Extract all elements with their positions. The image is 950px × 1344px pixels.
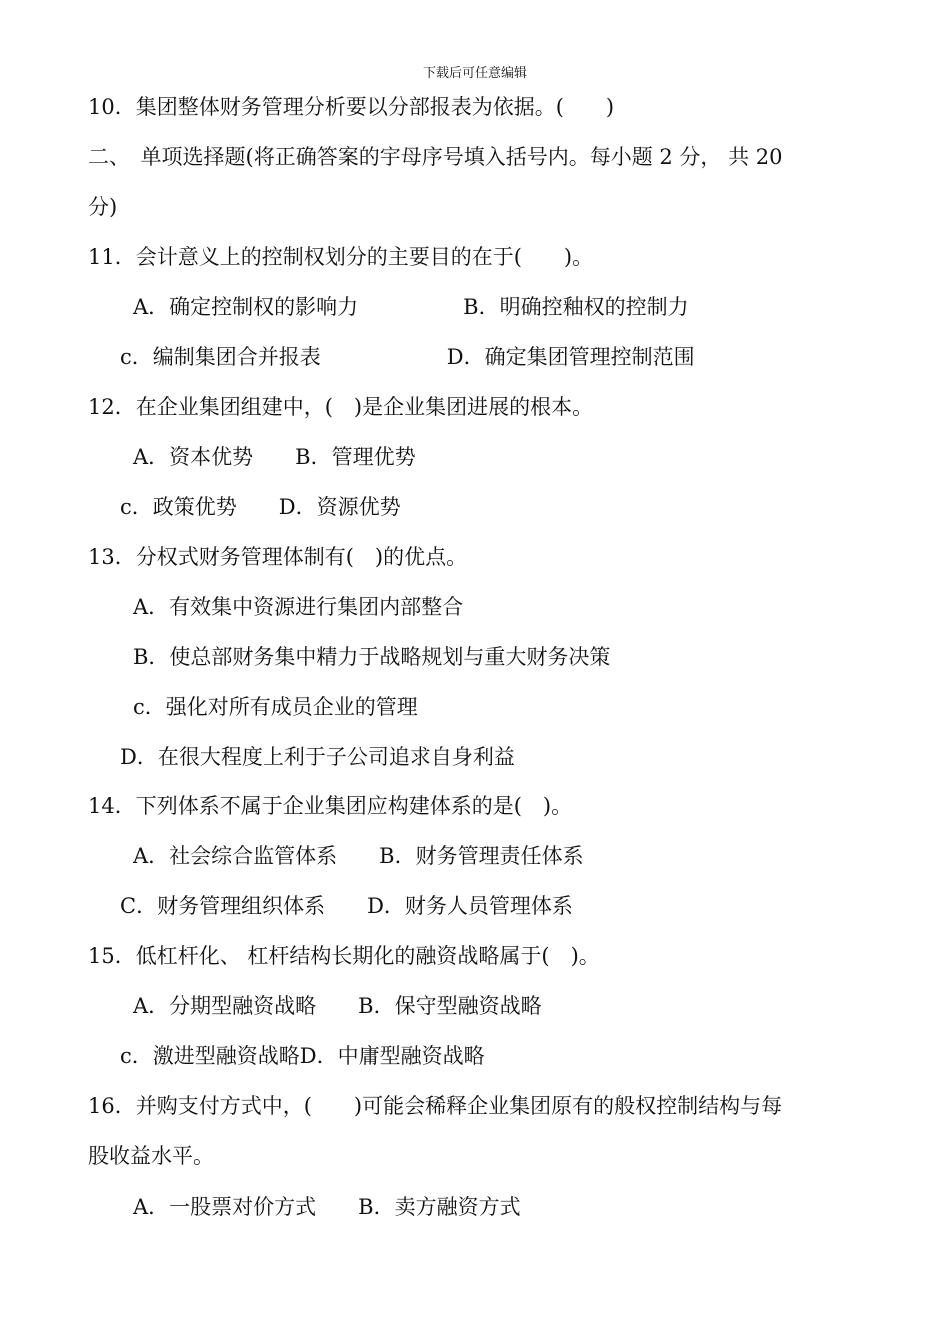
question-15-options-cd: c．激进型融资战略D．中庸型融资战略	[120, 1044, 485, 1068]
question-12-options-ab: A．资本优势 B．管理优势	[133, 445, 416, 469]
question-11-options-ab: A．确定控制权的影响力 B．明确控釉权的控制力	[133, 295, 689, 319]
section-title-cont: 分)	[88, 195, 118, 219]
question-15-options-ab: A．分期型融资战略 B．保守型融资战略	[133, 994, 542, 1018]
question-13-option-c: c．强化对所有成员企业的管理	[133, 695, 418, 719]
question-16-cont: 股收益水平。	[88, 1144, 214, 1168]
page-header: 下载后可任意编辑	[422, 66, 527, 81]
question-12: 12．在企业集团组建中，( )是企业集团进展的根本。	[88, 395, 594, 419]
question-15: 15．低杠杆化、 杠杆结构长期化的融资战略属于( )。	[88, 944, 600, 968]
section-title: 二、 单项选择题(将正确答案的宇母序号填入括号内。每小题 2 分， 共 20	[88, 145, 783, 169]
question-11-options-cd: c．编制集团合并报表 D．确定集团管理控制范围	[120, 345, 695, 369]
question-13-option-b: B．使总部财务集中精力于战略规划与重大财务决策	[133, 645, 611, 669]
question-13: 13．分权式财务管理体制有( )的优点。	[88, 545, 468, 569]
question-12-options-cd: c．政策优势 D．资源优势	[120, 495, 401, 519]
question-14-options-cd: C．财务管理组织体系 D．财务人员管理体系	[120, 894, 573, 918]
question-13-option-d: D．在很大程度上利于子公司追求自身利益	[120, 745, 515, 769]
question-13-option-a: A．有效集中资源进行集团内部整合	[133, 595, 464, 619]
question-16: 16．并购支付方式中，( )可能会稀释企业集团原有的般权控制结构与每	[88, 1094, 783, 1118]
question-11: 11．会计意义上的控制权划分的主要目的在于( )。	[88, 245, 594, 269]
question-10: 10．集团整体财务管理分析要以分部报表为依据。( )	[88, 95, 615, 119]
question-14-options-ab: A．社会综合监管体系 B．财务管理责任体系	[133, 844, 584, 868]
question-16-options-ab: A．一股票对价方式 B．卖方融资方式	[133, 1195, 521, 1219]
question-14: 14．下列体系不属于企业集团应构建体系的是( )。	[88, 794, 573, 818]
